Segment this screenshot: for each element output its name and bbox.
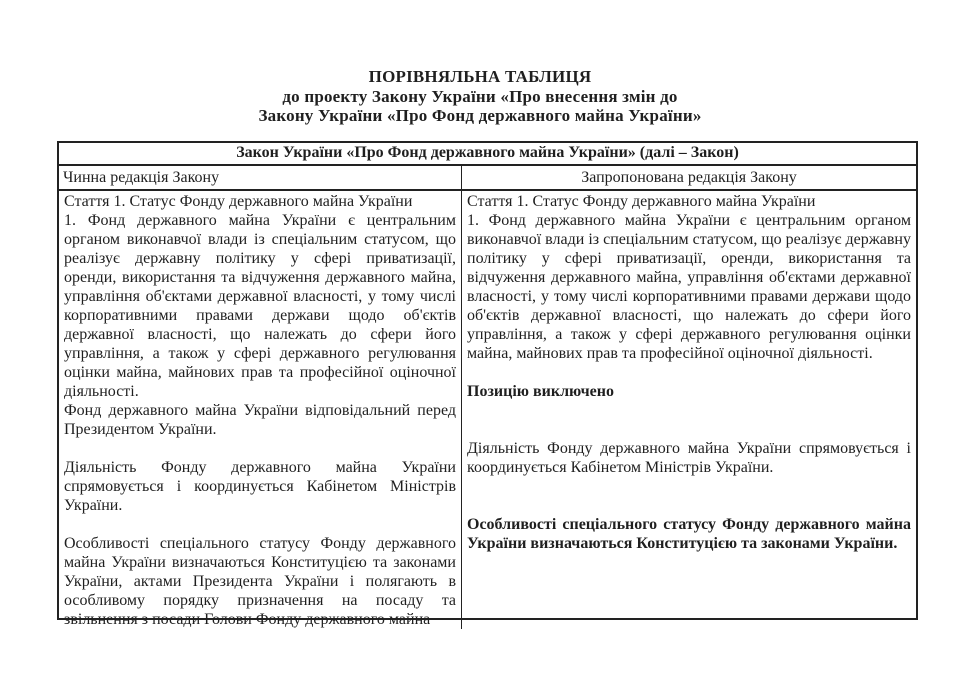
document-title: [0, 67, 960, 126]
title-line-1: ПОРІВНЯЛЬНА ТАБЛИЦЯ: [368, 67, 592, 86]
proposed-activity-paragraph: Діяльність Фонду державного майна України спрямовується і координується Кабінетом Міністрів України.: [467, 440, 911, 476]
current-activity-paragraph: Діяльність Фонду державного майна України спрямовується і координується Кабінетом Міністрів України.: [64, 459, 456, 514]
proposed-special-status-paragraph: Особливості спеціального статусу Фонду державного майна України визначаються Конституцією та законами України.: [467, 516, 911, 552]
column-header-proposed-edition: Запропонована редакція Закону: [581, 169, 797, 186]
proposed-position-excluded-paragraph: Позицію виключено: [467, 383, 614, 400]
table-column-header-row: [59, 166, 916, 191]
column-header-current-edition: Чинна редакція Закону: [59, 166, 462, 189]
current-responsible-paragraph: Фонд державного майна України відповідальний перед Президентом України.: [64, 402, 456, 438]
table-span-header: Закон України «Про Фонд державного майна України» (далі – Закон): [59, 143, 916, 166]
current-special-status-paragraph: Особливості спеціального статусу Фонду державного майна України визначаються Конституцією та законами України, актами Президента України і полягають в особливому порядку призначення на посаду та звільнення з посади Голови Фонду державного майна: [64, 535, 456, 628]
current-status-paragraph: 1. Фонд державного майна України є центральним органом виконавчої влади із спеціальним статусом, що реалізує державну політику у сфері приватизації, оренди, використання та відчуження державного майна, управління об'єктами державної власності, у тому числі корпоративними правами держави щодо об'єктів державної власності, що належать до сфери його управління, а також у сфері державного регулювання оцінки майна, майнових прав та професійної оціночної діяльності.: [64, 212, 456, 400]
proposed-status-paragraph: 1. Фонд державного майна України є центральним органом виконавчої влади із спеціальним статусом, що реалізує державну політику у сфері приватизації, оренди, використання та відчуження державного майна, управління об'єктами державної власності, у тому числі корпоративними правами держави щодо об'єктів державної власності, що належать до сфери його управління, а також у сфері державного регулювання оцінки майна, майнових прав та професійної оціночної діяльності.: [467, 212, 911, 362]
current-article-heading: Стаття 1. Статус Фонду державного майна України: [64, 193, 413, 210]
comparison-table: [57, 141, 918, 628]
proposed-edition-cell: [462, 191, 916, 629]
table-body-row: [59, 191, 916, 629]
proposed-article-heading: Стаття 1. Статус Фонду державного майна України: [467, 193, 816, 210]
current-edition-cell: [59, 191, 462, 629]
title-line-3: Закону України «Про Фонд державного майна України»: [258, 106, 702, 125]
title-line-2: до проекту Закону України «Про внесення змін до: [282, 86, 678, 106]
